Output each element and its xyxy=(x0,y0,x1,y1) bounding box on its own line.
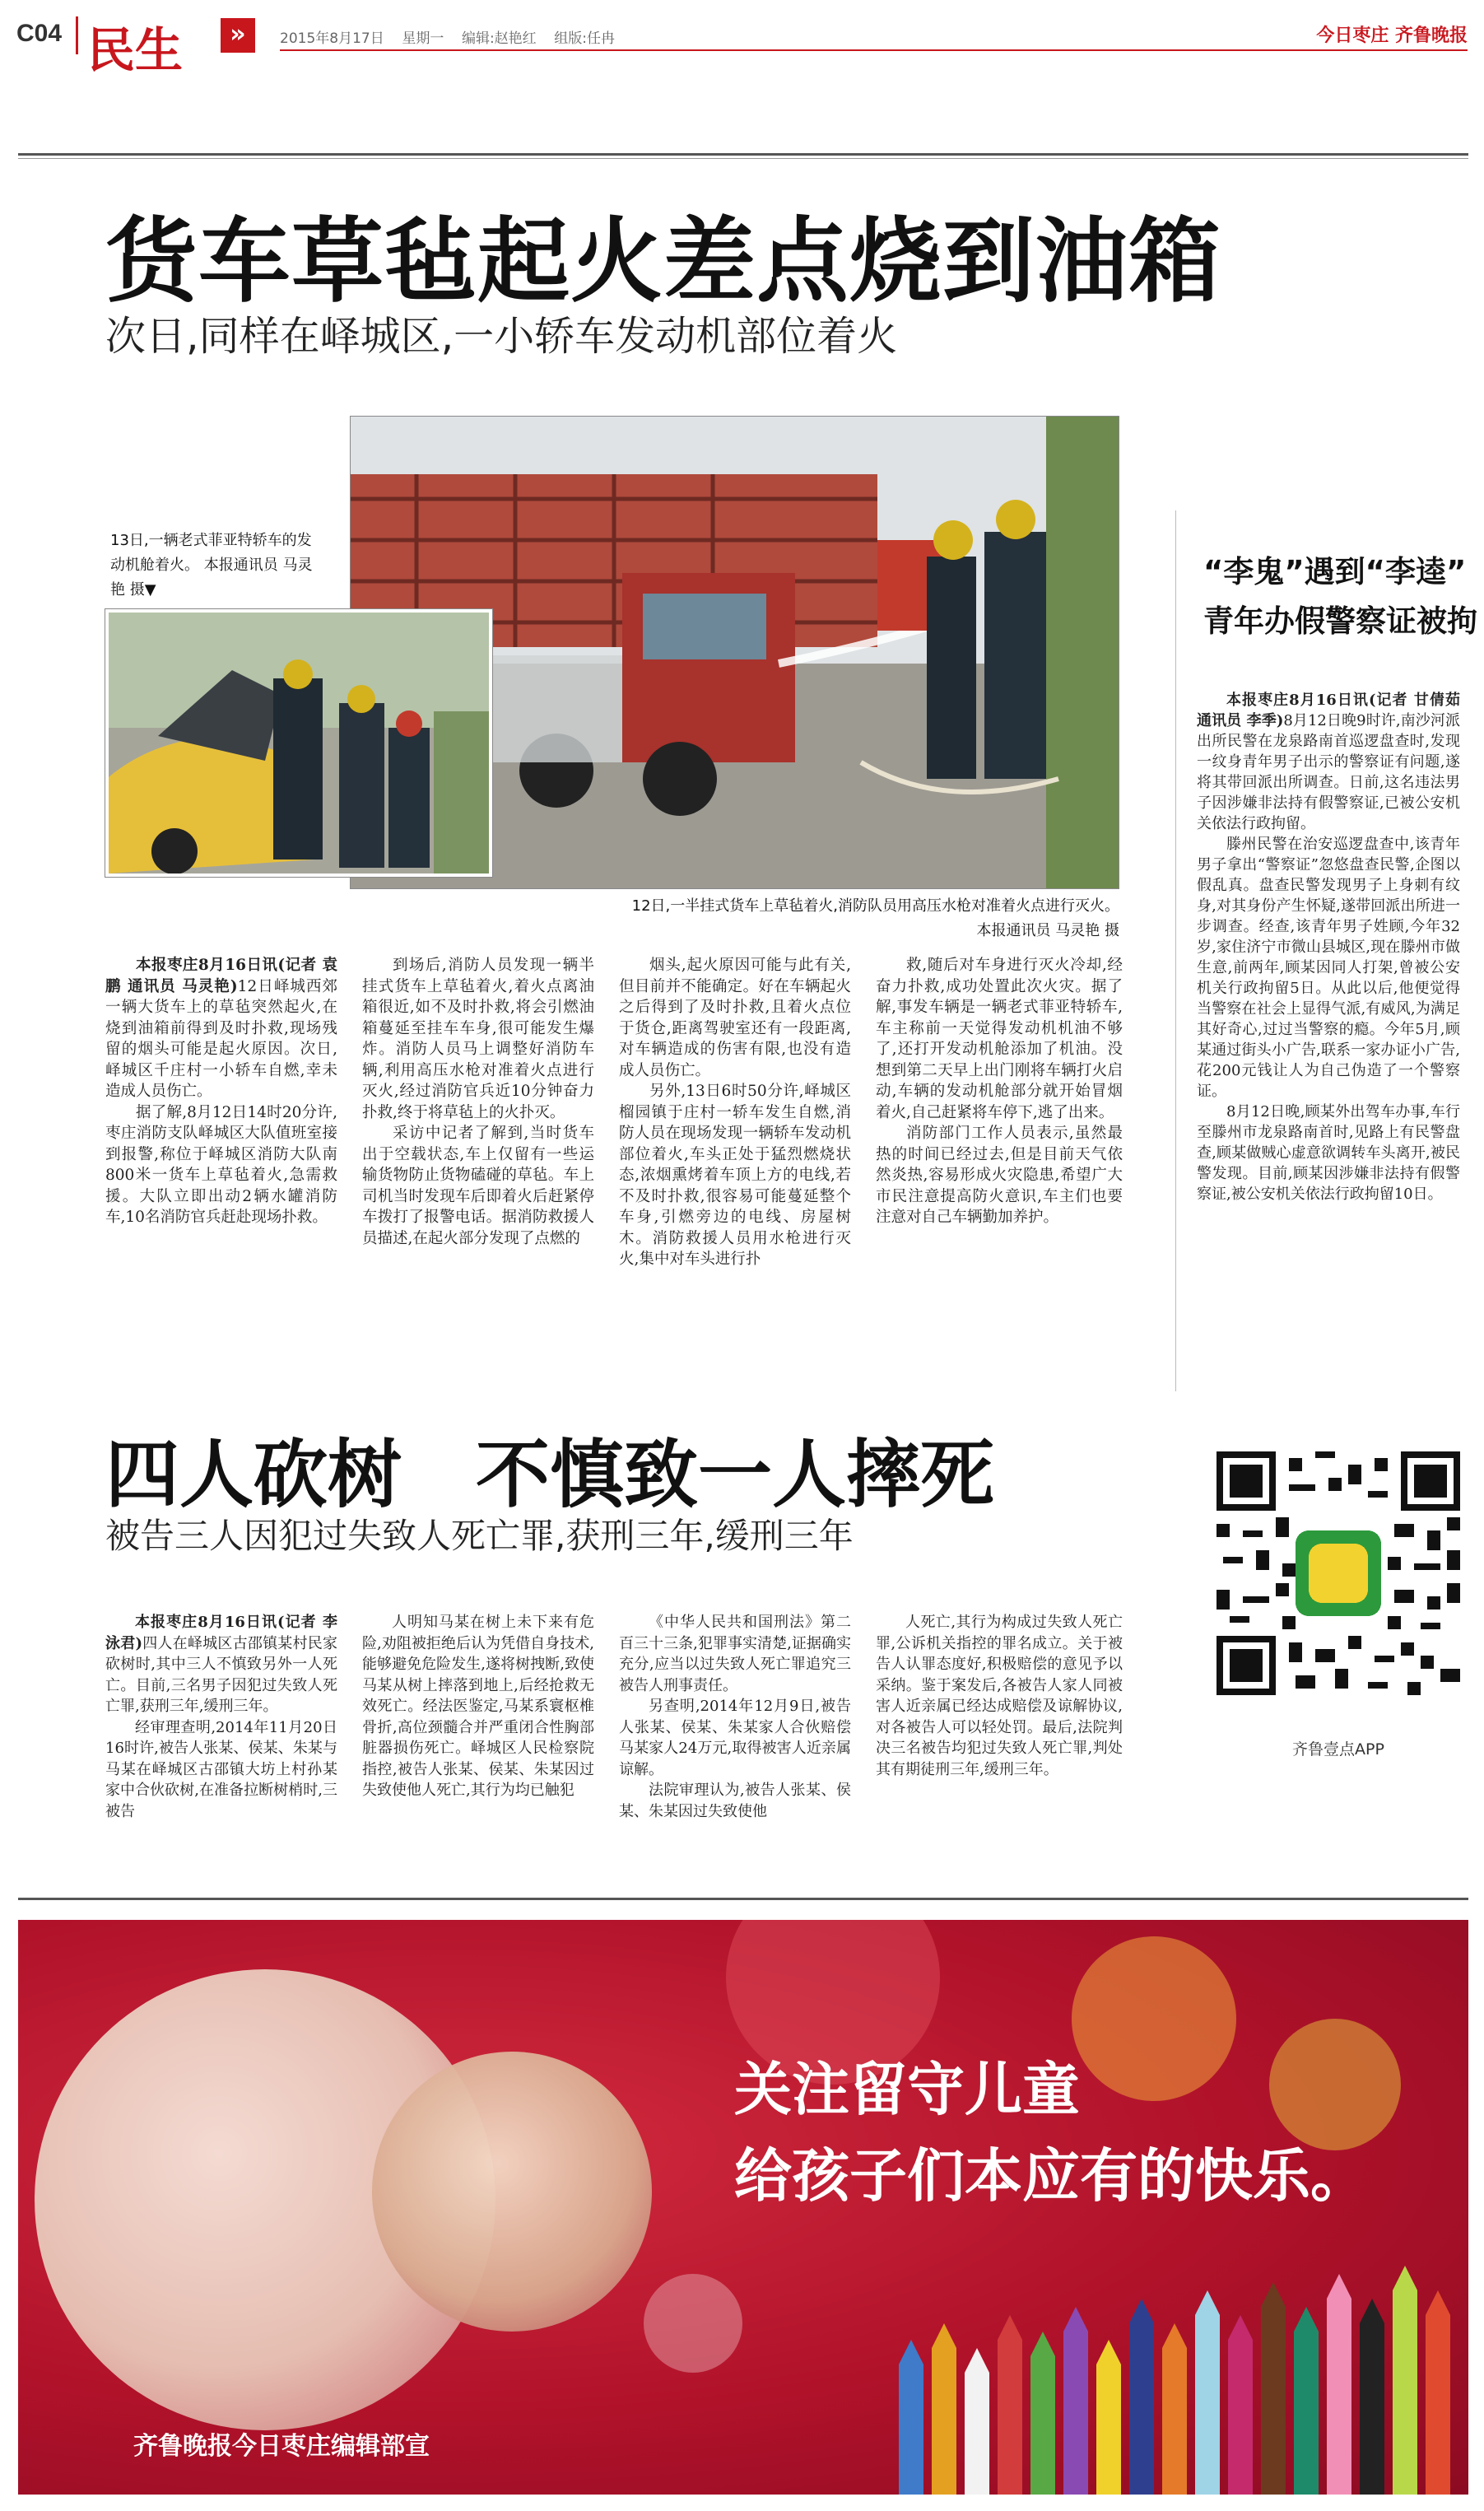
ad-top-rule xyxy=(18,1898,1468,1900)
story1-col4-p2: 消防部门工作人员表示,虽然最热的时间已经过去,但是目前天气依然炎热,容易形成火灾隐患,希望广大市民注意提高防火意识,车主们也要注意对自己车辆勤加养护。 xyxy=(876,1125,1123,1226)
sidebar-p3: 8月12日晚,顾某外出驾车办事,车行至滕州市龙泉路南首时,见路上有民警盘查,顾某做贼心虚意欲调转车头离开,被民警发现。目前,顾某因涉嫌非法持有假警察证,被公安机关依法行政拘留10日。 xyxy=(1197,1103,1460,1203)
story1-col4-p1: 救,随后对车身进行灭火冷却,经奋力扑救,成功处置此次火灾。据了解,事发车辆是一辆老式菲亚特轿车,车主称前一天觉得发动机机油不够了,还打开发动机舱添加了机油。没想到第二天早上出门刚将车辆打火启动,车辆的发动机舱部分就开始冒烟着火,自己赶紧将车停下,逃了出来。 xyxy=(876,957,1123,1121)
story1-col3-p1: 烟头,起火原因可能与此有关,但目前并不能确定。好在车辆起火之后得到了及时扑救,且着火点位于货仓,距离驾驶室还有一段距离,对车辆造成的伤害有限,也没有造成人员伤亡。 xyxy=(619,957,851,1079)
car-fire-illustration xyxy=(109,613,489,873)
story1-column-1 xyxy=(105,955,337,1228)
story2-column-3 xyxy=(619,1612,851,1822)
story1-column-4 xyxy=(876,955,1123,1228)
story1-col1-p1: 12日峄城西郊一辆大货车上的草毡突然起火,在烧到油箱前得到及时扑救,现场残留的烟头可能是起火原因。次日,峄城区千庄村一小轿车自燃,幸未造成人员伤亡。 xyxy=(105,977,338,1100)
ad-footer-text: 齐鲁晚报今日枣庄编辑部宣 xyxy=(133,2432,430,2461)
story1-col2-p1: 到场后,消防人员发现一辆半挂式货车上草毡着火,着火点离油箱很近,如不及时扑救,将会引燃油箱蔓延至挂车车身,很可能发生爆炸。消防人员马上调整好消防车辆,利用高压水枪对准着火点进行灭火,经过消防官兵近10分钟奋力扑救,终于将草毡上的火扑灭。 xyxy=(362,957,594,1121)
sidebar-p2: 滕州民警在治安巡逻盘查中,该青年男子拿出“警察证”忽悠盘查民警,企图以假乱真。盘查民警发现男子上身刺有纹身,对其身份产生怀疑,遂带回派出所进一步调查。经查,该青年男子姓顾,今年32岁,家住济宁市微山县城区,现在滕州市做生意,前两年,顾某因同人打架,曾被公安机关行政拘留5日。从此以后,他便觉得当警察在社会上显得气派,有威风,为满足其好奇心,过过当警察的瘾。今年5月,顾某通过街头小广告,联系一家办证小广告,花200元钱让人为自己伪造了一个警察证。 xyxy=(1197,836,1460,1100)
story1-dateline: 本报枣庄8月16日讯(记者 袁鹏 通讯员 马灵艳) xyxy=(105,957,337,995)
story1-col1-p2: 据了解,8月12日14时20分许,枣庄消防支队峄城区大队值班室接到报警,称位于峄城区消防大队南800米一货车上草毡着火,急需救援。大队立即出动2辆水罐消防车,10名消防官兵赶赴现场扑救。 xyxy=(105,1103,337,1226)
sidebar-body xyxy=(1197,690,1460,1204)
sidebar-dateline: 本报枣庄8月16日讯(记者 甘倩茹 通讯员 李季) xyxy=(1197,692,1460,729)
story2-col2-p1: 人明知马某在树上未下来有危险,劝阻被拒绝后认为凭借自身技术,能够避免危险发生,遂将树拽断,致使马某从树上摔落到地上,后经抢救无效死亡。经法医鉴定,马某系寰枢椎骨折,高位颈髓合并严重闭合性胸部脏器损伤死亡。峄城区人民检察院指控,被告人张某、侯某、朱某因过失致使他人死亡,其行为均已触犯 xyxy=(362,1614,594,1799)
header-divider xyxy=(76,16,78,54)
story2-dateline: 本报枣庄8月16日讯(记者 李泳君) xyxy=(105,1614,337,1652)
top-rule-thin xyxy=(18,158,1468,159)
header-rule xyxy=(280,49,1468,51)
story2-column-1 xyxy=(105,1612,337,1822)
sidebar-headline-line1: “李鬼”遇到“李逵” xyxy=(1203,554,1467,589)
story2-col1-p1: 四人在峄城区古邵镇某村民家砍树时,其中三人不慎致另外一人死亡。目前,三名男子因犯过失致人死亡罪,获刑三年,缓刑三年。 xyxy=(105,1634,337,1715)
ad-slogan-line1: 关注留守儿童 xyxy=(734,2055,1080,2123)
story2-column-2 xyxy=(362,1612,594,1801)
qr-code-label: 齐鲁壹点APP xyxy=(1292,1740,1384,1759)
story2-column-4 xyxy=(876,1612,1123,1780)
story1-headline: 货车草毡起火差点烧到油箱 xyxy=(105,208,1221,315)
issue-meta: 2015年8月17日 星期一 编辑:赵艳红 组版:任冉 xyxy=(280,30,616,47)
story1-col3-p2: 另外,13日6时50分许,峄城区榴园镇于庄村一轿车发生自燃,消防人员在现场发现一辆轿车发动机部位着火,车头正处于猛烈燃烧状态,浓烟熏烤着车顶上方的电线,若不及时扑救,很容易可能蔓延整个车身,引燃旁边的电线、房屋树木。消防救援人员用水枪进行灭火,集中对车头进行扑 xyxy=(619,1083,851,1268)
story1-column-3 xyxy=(619,955,851,1270)
section-title: 民生 xyxy=(87,22,184,78)
decor-bubble xyxy=(644,2274,742,2373)
inset-photo-caption: 13日,一辆老式菲亚特轿车的发动机舱着火。 本报通讯员 马灵艳 摄▼ xyxy=(107,527,317,604)
story2-headline: 四人砍树 不慎致一人摔死 xyxy=(105,1432,994,1518)
story2-col3-p1: 《中华人民共和国刑法》第二百三十三条,犯罪事实清楚,证据确实充分,应当以过失致人死亡罪追究三被告人刑事责任。 xyxy=(619,1614,851,1694)
newspaper-brand: 今日枣庄 齐鲁晚报 xyxy=(1316,26,1468,46)
main-photo-credit: 本报通讯员 马灵艳 摄 xyxy=(976,922,1119,939)
top-rule xyxy=(18,153,1468,156)
story2-subhead: 被告三人因犯过失致人死亡罪,获刑三年,缓刑三年 xyxy=(105,1516,854,1556)
story2-col4-p1: 人死亡,其行为构成过失致人死亡罪,公诉机关指控的罪名成立。关于被告人认罪态度好,积极赔偿的意见予以采纳。鉴于案发后,各被告人家人同被害人近亲属已经达成赔偿及谅解协议,对各被告人可以轻处罚。最后,法院判决三名被告均犯过失致人死亡罪,判处其有期徒刑三年,缓刑三年。 xyxy=(876,1614,1123,1778)
car-fire-photo xyxy=(105,609,492,877)
story1-subhead: 次日,同样在峄城区,一小轿车发动机部位着火 xyxy=(105,313,898,360)
section-arrow-icon: » xyxy=(221,18,255,53)
sidebar-p1: 8月12日晚9时许,南沙河派出所民警在龙泉路南首巡逻盘查时,发现一纹身青年男子出示的警察证有问题,遂将其带回派出所调查。日前,这名违法男子因涉嫌非法持有假警察证,已被公安机关依法行政拘留。 xyxy=(1197,712,1460,832)
public-service-ad xyxy=(18,1920,1468,2495)
qr-code-icon xyxy=(1217,1451,1460,1695)
app-qr-code[interactable] xyxy=(1217,1451,1460,1695)
colored-pencils-illustration xyxy=(891,2266,1468,2495)
main-photo-caption: 12日,一半挂式货车上草毡着火,消防队员用高压水枪对准着火点进行灭火。 xyxy=(631,897,1119,915)
boy-photo-bubble xyxy=(372,2052,652,2332)
story2-col3-p3: 法院审理认为,被告人张某、侯某、朱某因过失致使他 xyxy=(619,1782,851,1820)
decor-bubble xyxy=(1072,1936,1236,2101)
sidebar-rule xyxy=(1175,510,1176,1391)
story2-col3-p2: 另查明,2014年12月9日,被告人张某、侯某、朱某家人合伙赔偿马某家人24万元,取得被害人近亲属谅解。 xyxy=(619,1698,851,1778)
ad-slogan-line2: 给孩子们本应有的快乐。 xyxy=(734,2141,1368,2210)
story1-col2-p2: 采访中记者了解到,当时货车出于空载状态,车上仅留有一些运输货物防止货物磕碰的草毡。车上司机当时发现车后即着火后赶紧停车拨打了报警电话。据消防救援人员描述,在起火部分发现了点燃的 xyxy=(362,1125,594,1247)
story2-col1-p2: 经审理查明,2014年11月20日16时许,被告人张某、侯某、朱某与马某在峄城区古邵镇大坊上村孙某家中合伙砍树,在准备拉断树梢时,三被告 xyxy=(105,1718,337,1820)
story1-column-2 xyxy=(362,955,594,1249)
page-number: C04 xyxy=(16,20,63,47)
sidebar-headline-line2: 青年办假警察证被拘 xyxy=(1203,603,1477,639)
